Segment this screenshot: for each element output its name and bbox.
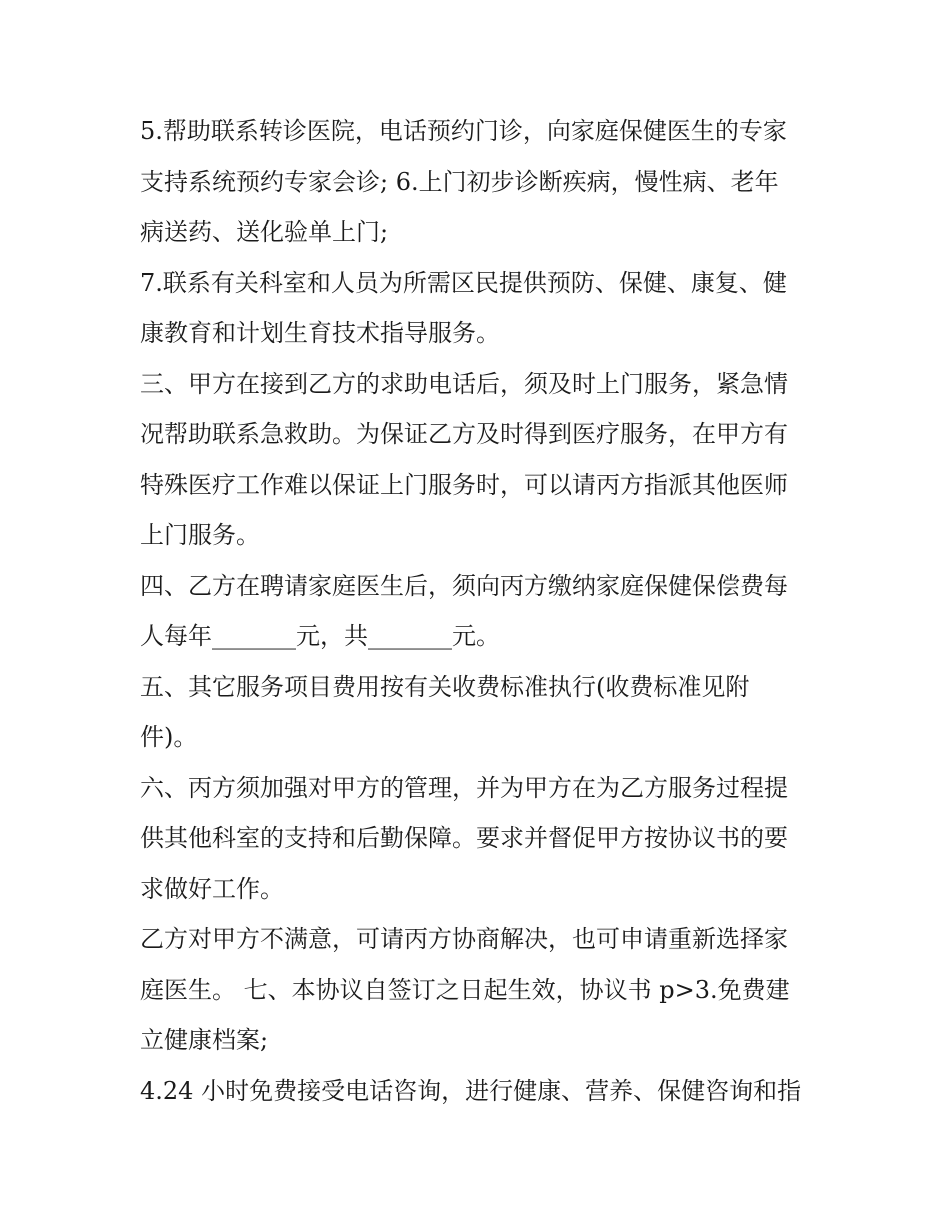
text-line: 康教育和计划生育技术指导服务。 [140, 319, 500, 347]
text-line: 六、丙方须加强对甲方的管理，并为甲方在为乙方服务过程提 [140, 773, 788, 802]
text-line: 庭医生。 七、本协议自签订之日起生效，协议书 p>3.免费建 [140, 975, 790, 1004]
text-line: 5.帮助联系转诊医院，电话预约门诊，向家庭保健医生的专家 [140, 117, 787, 145]
text-line: 况帮助联系急救助。为保证乙方及时得到医疗服务，在甲方有 [140, 420, 788, 448]
text-line: 4.24 小时免费接受电话咨询，进行健康、营养、保健咨询和指 [140, 1076, 802, 1105]
text-line: 件)。 [140, 723, 198, 751]
text-line: 支持系统预约专家会诊; 6.上门初步诊断疾病，慢性病、老年 [140, 167, 779, 196]
document-body [140, 106, 820, 1116]
text-line: 人每年_______元，共_______元。 [140, 622, 500, 650]
text-line: 五、其它服务项目费用按有关收费标准执行(收费标准见附 [140, 672, 750, 701]
text-line: 立健康档案; [140, 1026, 269, 1054]
text-line: 上门服务。 [140, 521, 260, 549]
text-line: 7.联系有关科室和人员为所需区民提供预防、保健、康复、健 [140, 268, 787, 297]
text-line: 供其他科室的支持和后勤保障。要求并督促甲方按协议书的要 [140, 824, 788, 852]
text-line: 病送药、送化验单上门; [140, 218, 389, 246]
text-line: 三、甲方在接到乙方的求助电话后，须及时上门服务，紧急情 [140, 369, 788, 398]
text-line: 四、乙方在聘请家庭医生后，须向丙方缴纳家庭保健保偿费每 [140, 571, 788, 600]
text-line: 求做好工作。 [140, 874, 284, 903]
text-line: 特殊医疗工作难以保证上门服务时，可以请丙方指派其他医师 [140, 470, 788, 499]
text-line: 乙方对甲方不满意，可请丙方协商解决，也可申请重新选择家 [140, 925, 788, 953]
